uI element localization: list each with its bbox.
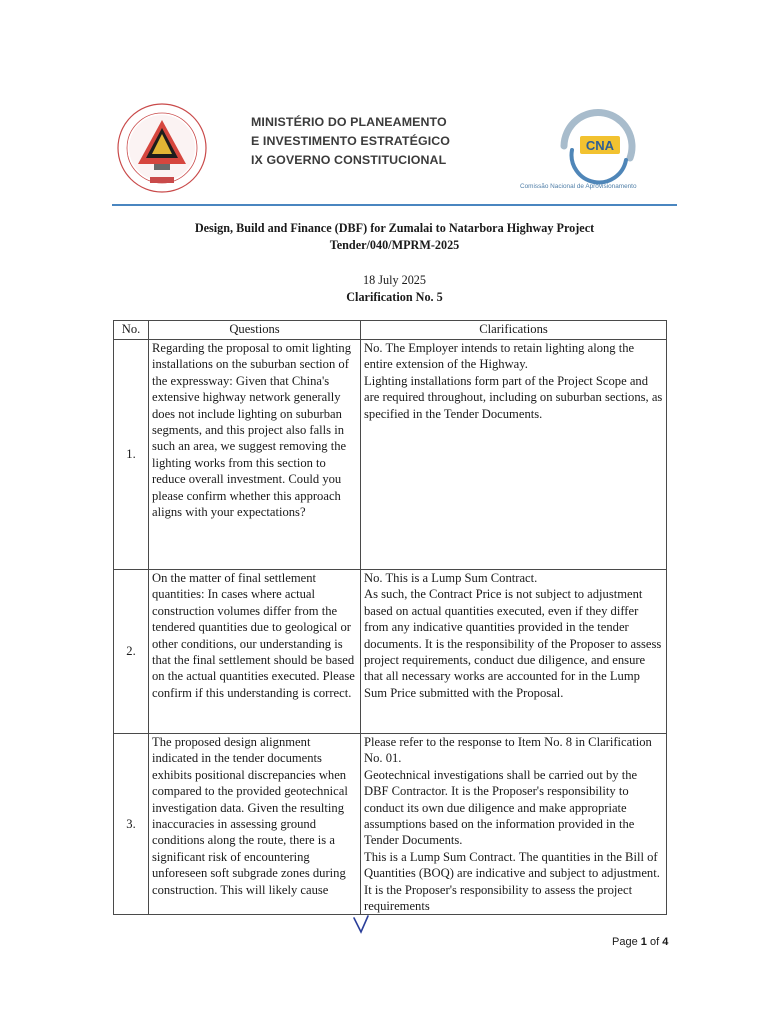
- cna-logo-text: CNA: [585, 138, 615, 153]
- page-current: 1: [640, 936, 647, 948]
- page-number: [612, 936, 668, 948]
- clarification-paragraph: No. The Employer intends to retain lighting along the entire extension of the Highway.: [364, 341, 635, 372]
- ministry-line-1: MINISTÉRIO DO PLANEAMENTO: [251, 115, 447, 129]
- clarification-paragraph: This is a Lump Sum Contract. The quantities in the Bill of Quantities (BOQ) are indicative and subject to adjustment. It is the Proposer's responsibility to assess the project requirements: [364, 849, 660, 914]
- row-question: The proposed design alignment indicated in the tender documents exhibits positional discrepancies when compared to the provided geotechnical investigation data. Given the resulting inaccuracies in assessing ground conditions along the route, there is a significant risk of encountering unforeseen soft subgrade zones during construction. This will likely cause: [149, 734, 361, 915]
- clarification-paragraph: Lighting installations form part of the Project Scope and are required throughout, including on suburban sections, as specified in the Tender Documents.: [364, 373, 663, 421]
- clarifications-table: [113, 320, 667, 915]
- row-question: On the matter of final settlement quantities: In cases where actual construction volumes differ from the tendered quantities due to geological or other conditions, our understanding is that the final settlement should be based on the actual quantities executed. Please confirm if this understanding is correct.: [149, 570, 361, 734]
- document-title: [112, 220, 677, 254]
- table-row: [114, 734, 667, 915]
- clarification-number: Clarification No. 5: [346, 290, 443, 304]
- ministry-line-2: E INVESTIMENTO ESTRATÉGICO: [251, 134, 451, 148]
- cna-logo-icon: [552, 106, 644, 186]
- header-rule: [112, 204, 677, 206]
- handwritten-tick-icon: [352, 914, 370, 936]
- clarification-paragraph: As such, the Contract Price is not subject to adjustment based on actual quantities executed, even if they differ from any indicative quantities provided in the tender documents. It is the responsibility of the Proposer to assess project requirements, conduct due diligence, and ensure that all necessary works are accounted for in the Lump Sum Price submitted with the Proposal.: [364, 587, 662, 700]
- row-clarification: [361, 570, 667, 734]
- clarification-paragraph: Please refer to the response to Item No. 8 in Clarification No. 01.: [364, 735, 652, 766]
- ministry-line-3: IX GOVERNO CONSTITUCIONAL: [251, 153, 447, 167]
- table-header-row: [114, 321, 667, 340]
- page-label: Page: [612, 936, 638, 948]
- page-total: 4: [662, 936, 669, 948]
- header-clarifications: Clarifications: [361, 321, 667, 340]
- page-of: of: [649, 936, 660, 948]
- clarification-paragraph: Geotechnical investigations shall be carried out by the DBF Contractor. It is the Proposer's responsibility to conduct its own due diligence and make appropriate assumptions based on the information provided in the Tender Documents.: [364, 767, 638, 848]
- table-row: [114, 340, 667, 570]
- title-line-1: Design, Build and Finance (DBF) for Zumalai to Natarbora Highway Project: [194, 221, 595, 235]
- row-number: 1.: [114, 340, 149, 570]
- row-question: Regarding the proposal to omit lighting installations on the suburban section of the expressway: Given that China's extensive highway network generally does not include lighting on suburban segments, and this project also falls in such an area, we suggest removing the lighting works from this section to reduce overall investment. Could you please confirm whether this approach aligns with your expectations?: [149, 340, 361, 570]
- title-line-2: Tender/040/MPRM-2025: [329, 238, 460, 252]
- row-clarification: [361, 734, 667, 915]
- document-date: 18 July 2025: [363, 273, 426, 287]
- table-row: [114, 570, 667, 734]
- ministry-heading: [251, 113, 450, 170]
- clarification-paragraph: No. This is a Lump Sum Contract.: [364, 571, 538, 585]
- header-questions: Questions: [149, 321, 361, 340]
- row-clarification: [361, 340, 667, 570]
- header-no: No.: [114, 321, 149, 340]
- row-number: 2.: [114, 570, 149, 734]
- republic-seal-icon: [116, 102, 208, 194]
- cna-caption: Comissão Nacional de Aprovisionamento: [520, 183, 637, 190]
- row-number: 3.: [114, 734, 149, 915]
